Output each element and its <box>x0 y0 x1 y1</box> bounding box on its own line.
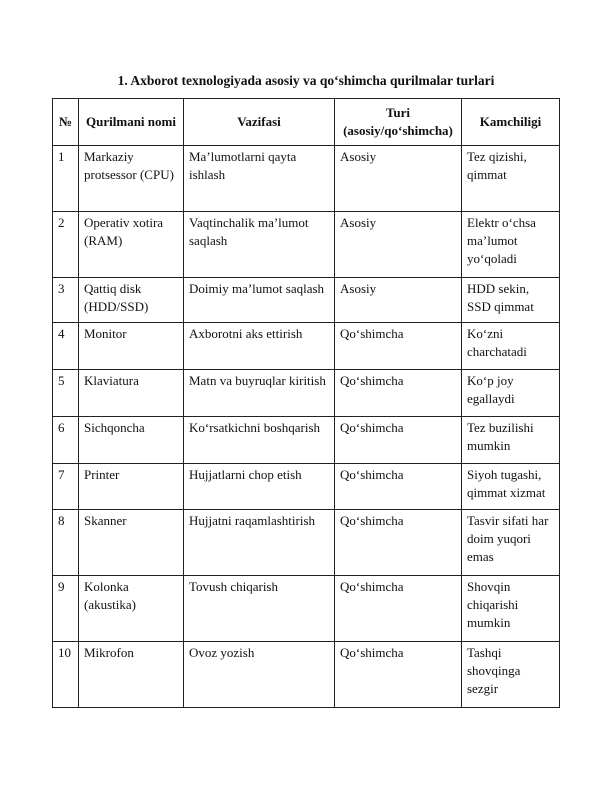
row-number: 1 <box>53 146 79 212</box>
table-row <box>53 642 560 708</box>
device-type: Asosiy <box>335 212 462 278</box>
row-number: 10 <box>53 642 79 708</box>
device-function: Hujjatni raqamlashtirish <box>184 510 335 576</box>
row-number: 6 <box>53 417 79 464</box>
device-function: Tovush chiqarish <box>184 576 335 642</box>
header-drawback: Kamchiligi <box>462 99 560 146</box>
device-function: Matn va buyruqlar kiritish <box>184 370 335 417</box>
device-function: Ovoz yozish <box>184 642 335 708</box>
device-name: Printer <box>79 464 184 510</box>
row-number: 4 <box>53 323 79 370</box>
device-drawback: Ko‘p joy egallaydi <box>462 370 560 417</box>
device-name: Skanner <box>79 510 184 576</box>
row-number: 7 <box>53 464 79 510</box>
row-number: 5 <box>53 370 79 417</box>
device-type: Qo‘shimcha <box>335 576 462 642</box>
header-function: Vazifasi <box>184 99 335 146</box>
row-number: 3 <box>53 278 79 323</box>
device-type: Qo‘shimcha <box>335 323 462 370</box>
device-drawback: Tez qizishi, qimmat <box>462 146 560 212</box>
device-function: Ma’lumotlarni qayta ishlash <box>184 146 335 212</box>
device-drawback: Tashqi shovqinga sezgir <box>462 642 560 708</box>
header-number: № <box>53 99 79 146</box>
table-row <box>53 464 560 510</box>
device-drawback: Elektr o‘chsa ma’lumot yo‘qoladi <box>462 212 560 278</box>
row-number: 9 <box>53 576 79 642</box>
device-function: Doimiy ma’lumot saqlash <box>184 278 335 323</box>
device-drawback: Shovqin chiqarishi mumkin <box>462 576 560 642</box>
table-row <box>53 278 560 323</box>
device-type: Asosiy <box>335 278 462 323</box>
device-type: Qo‘shimcha <box>335 417 462 464</box>
device-type: Qo‘shimcha <box>335 370 462 417</box>
device-name: Mikrofon <box>79 642 184 708</box>
device-name: Sichqoncha <box>79 417 184 464</box>
device-function: Vaqtinchalik ma’lumot saqlash <box>184 212 335 278</box>
header-type: Turi (asosiy/qo‘shimcha) <box>335 99 462 146</box>
device-drawback: Tasvir sifati har doim yuqori emas <box>462 510 560 576</box>
device-drawback: Tez buzilishi mumkin <box>462 417 560 464</box>
device-type: Qo‘shimcha <box>335 510 462 576</box>
device-name: Qattiq disk (HDD/SSD) <box>79 278 184 323</box>
row-number: 2 <box>53 212 79 278</box>
device-drawback: HDD sekin, SSD qimmat <box>462 278 560 323</box>
table-row <box>53 212 560 278</box>
table-row <box>53 370 560 417</box>
table-row <box>53 146 560 212</box>
device-function: Hujjatlarni chop etish <box>184 464 335 510</box>
device-name: Kolonka (akustika) <box>79 576 184 642</box>
devices-table <box>52 98 560 708</box>
device-function: Axborotni aks ettirish <box>184 323 335 370</box>
device-type: Qo‘shimcha <box>335 642 462 708</box>
device-name: Operativ xotira (RAM) <box>79 212 184 278</box>
row-number: 8 <box>53 510 79 576</box>
device-name: Markaziy protsessor (CPU) <box>79 146 184 212</box>
header-device-name: Qurilmani nomi <box>79 99 184 146</box>
device-drawback: Ko‘zni charchatadi <box>462 323 560 370</box>
device-type: Asosiy <box>335 146 462 212</box>
device-function: Ko‘rsatkichni boshqarish <box>184 417 335 464</box>
device-name: Monitor <box>79 323 184 370</box>
table-row <box>53 417 560 464</box>
table-row <box>53 510 560 576</box>
table-row <box>53 576 560 642</box>
device-type: Qo‘shimcha <box>335 464 462 510</box>
device-drawback: Siyoh tugashi, qimmat xizmat <box>462 464 560 510</box>
device-name: Klaviatura <box>79 370 184 417</box>
page-title: 1. Axborot texnologiyada asosiy va qo‘shimcha qurilmalar turlari <box>117 73 495 88</box>
table-row <box>53 323 560 370</box>
table-header-row <box>53 99 560 146</box>
